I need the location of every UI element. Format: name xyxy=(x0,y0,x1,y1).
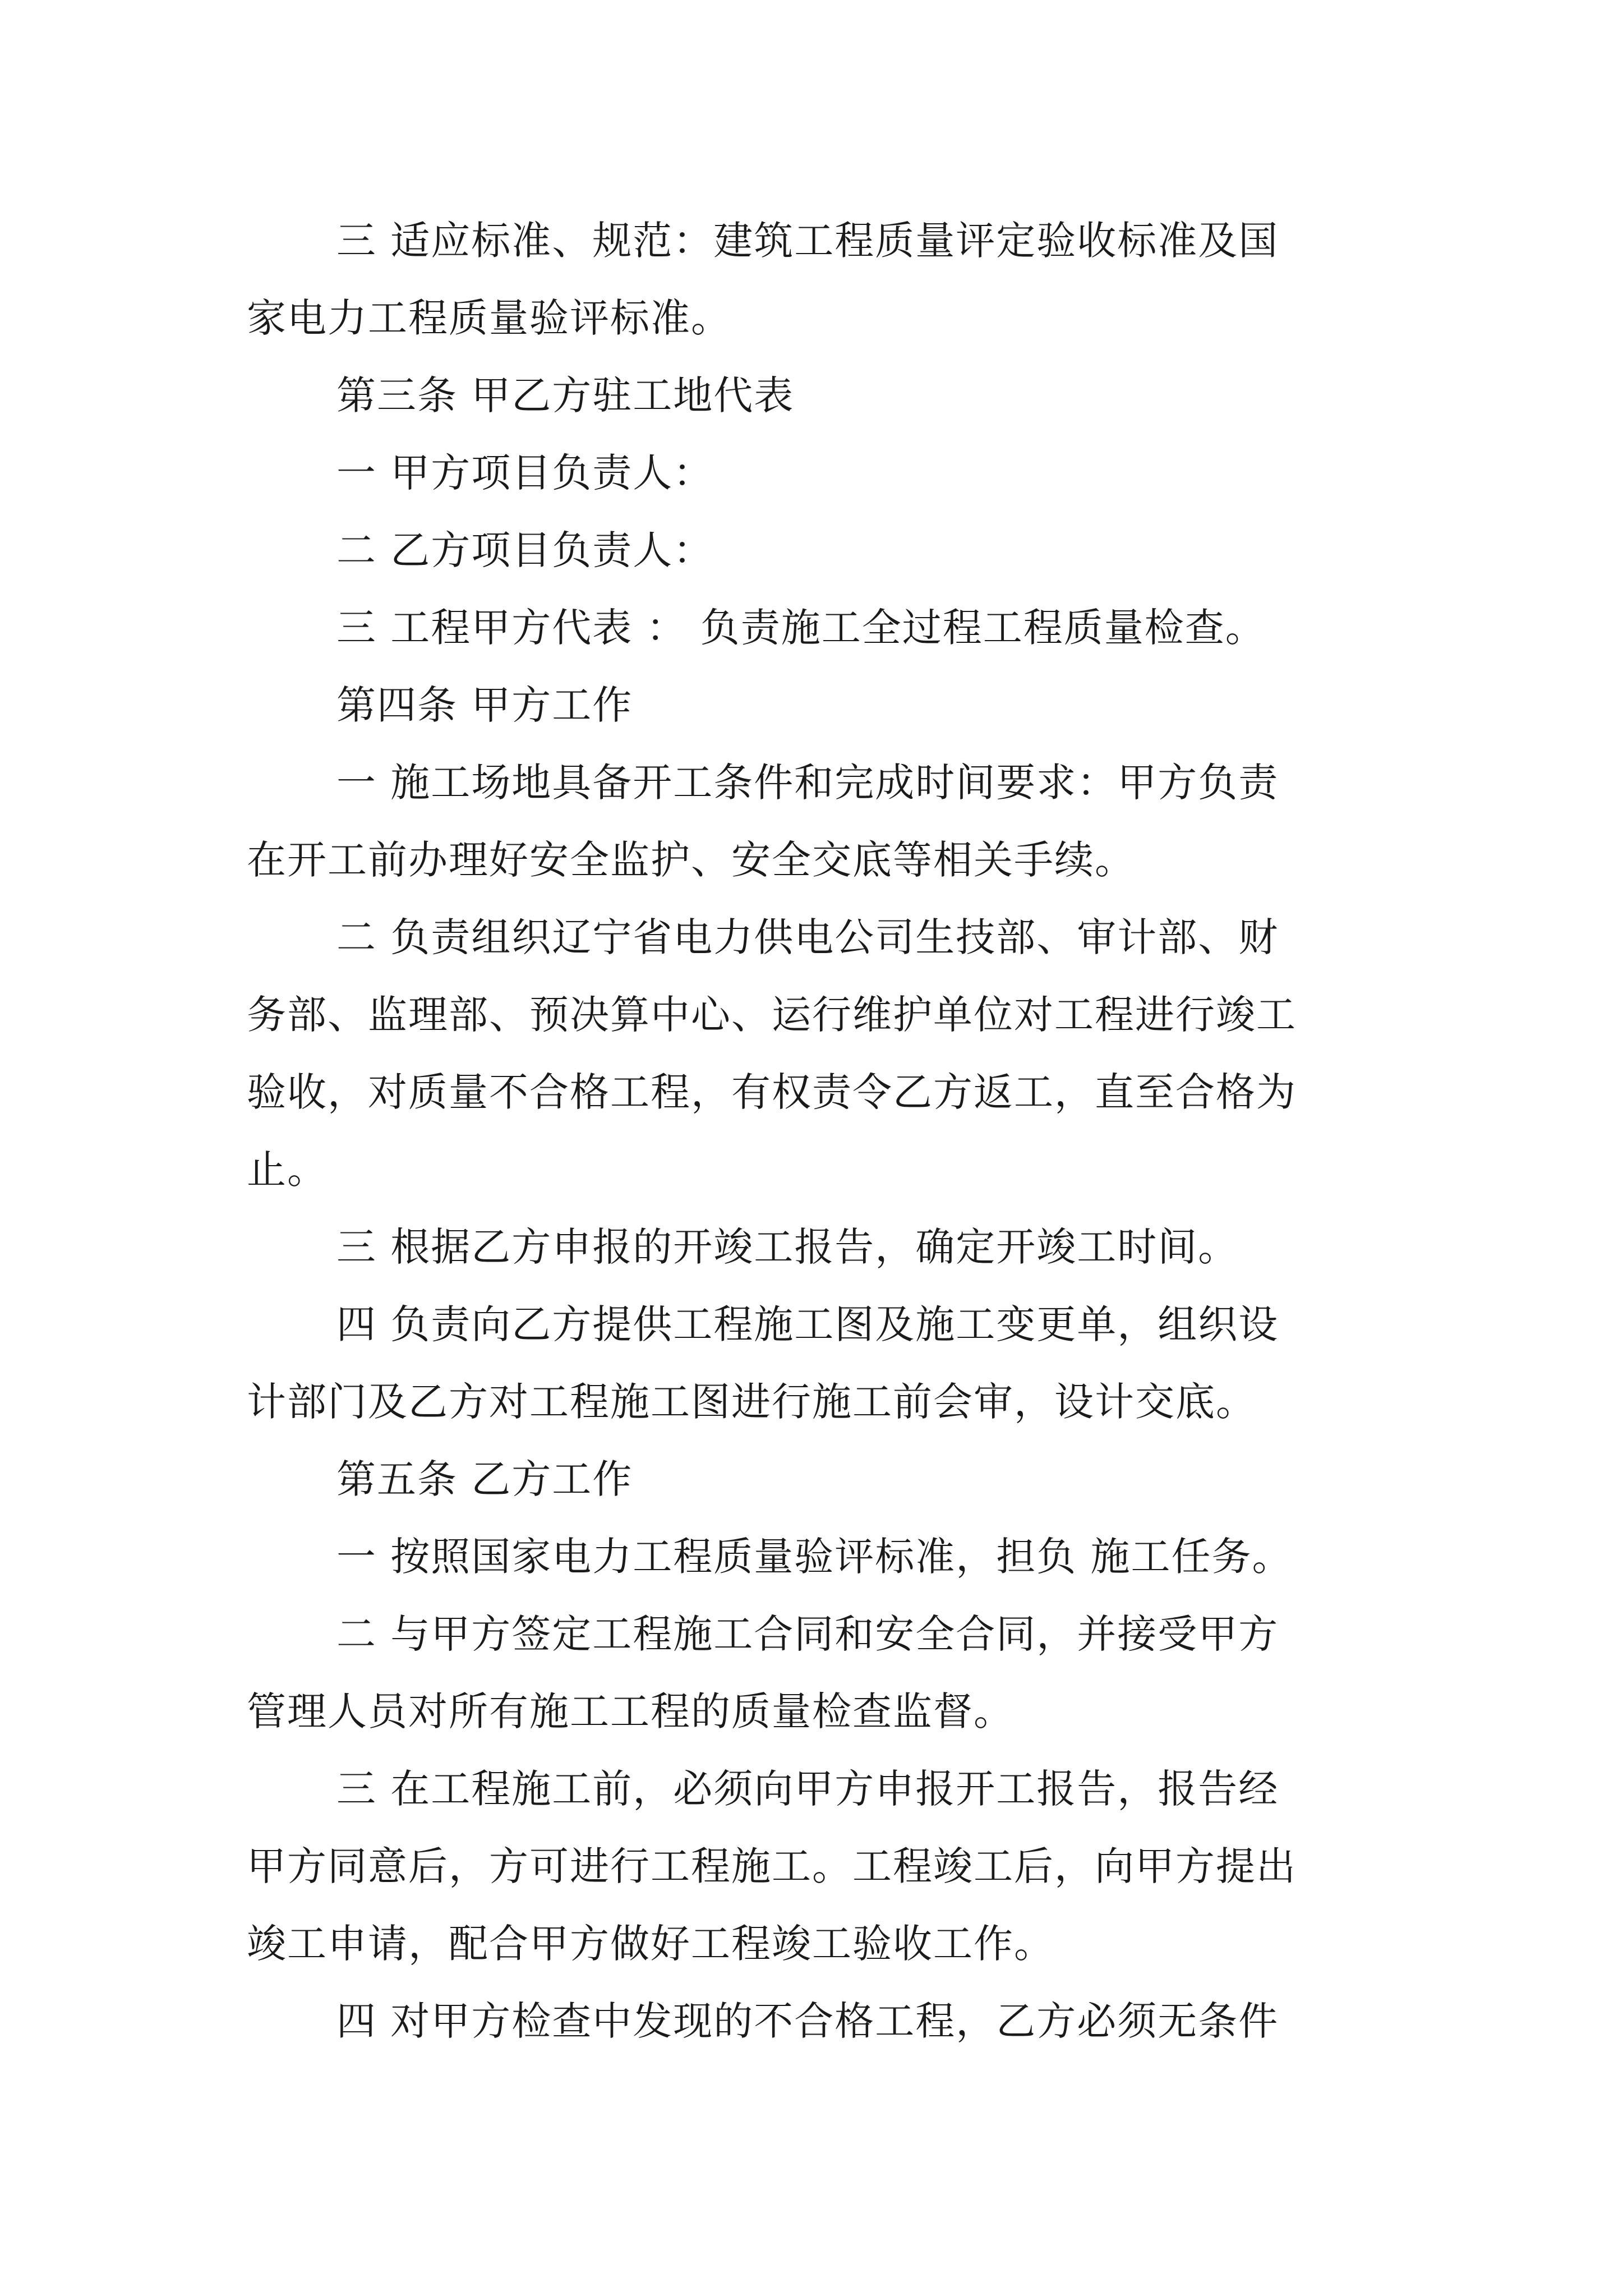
text-line: 竣工申请，配合甲方做好工程竣工验收工作。 xyxy=(247,1921,1054,1967)
text-line: 四 负责向乙方提供工程施工图及施工变更单，组织设 xyxy=(336,1301,1279,1347)
section-heading: 第三条 甲乙方驻工地代表 xyxy=(336,372,795,418)
text-line: 止。 xyxy=(247,1147,328,1193)
text-line: 甲方同意后，方可进行工程施工。工程竣工后，向甲方提出 xyxy=(247,1843,1297,1889)
document-body xyxy=(247,202,1385,2060)
text-line: 一 按照国家电力工程质量验评标准，担负 施工任务。 xyxy=(336,1534,1293,1580)
text-line: 三 根据乙方申报的开竣工报告，确定开竣工时间。 xyxy=(336,1224,1239,1270)
text-line: 计部门及乙方对工程施工图进行施工前会审，设计交底。 xyxy=(247,1379,1256,1425)
text-line: 家电力工程质量验评标准。 xyxy=(247,295,731,341)
section-heading: 第四条 甲方工作 xyxy=(336,682,633,728)
text-line: 三 适应标准、规范：建筑工程质量评定验收标准及国 xyxy=(336,218,1279,264)
text-line: 一 施工场地具备开工条件和完成时间要求：甲方负责 xyxy=(336,760,1279,806)
text-line: 验收，对质量不合格工程，有权责令乙方返工，直至合格为 xyxy=(247,1069,1297,1115)
text-line: 务部、监理部、预决算中心、运行维护单位对工程进行竣工 xyxy=(247,992,1297,1038)
text-line: 在开工前办理好安全监护、安全交底等相关手续。 xyxy=(247,837,1135,883)
text-line: 三 在工程施工前，必须向甲方申报开工报告，报告经 xyxy=(336,1766,1279,1812)
text-line: 四 对甲方检查中发现的不合格工程，乙方必须无条件 xyxy=(336,1998,1279,2044)
text-line: 一 甲方项目负责人： xyxy=(336,450,714,496)
text-line: 管理人员对所有施工工程的质量检查监督。 xyxy=(247,1688,1014,1734)
section-heading: 第五条 乙方工作 xyxy=(336,1456,633,1502)
text-line: 二 负责组织辽宁省电力供电公司生技部、审计部、财 xyxy=(336,914,1279,960)
text-line: 三 工程甲方代表 ： 负责施工全过程工程质量检查。 xyxy=(336,605,1266,651)
text-line: 二 与甲方签定工程施工合同和安全合同，并接受甲方 xyxy=(336,1611,1279,1657)
text-line: 二 乙方项目负责人： xyxy=(336,527,714,573)
